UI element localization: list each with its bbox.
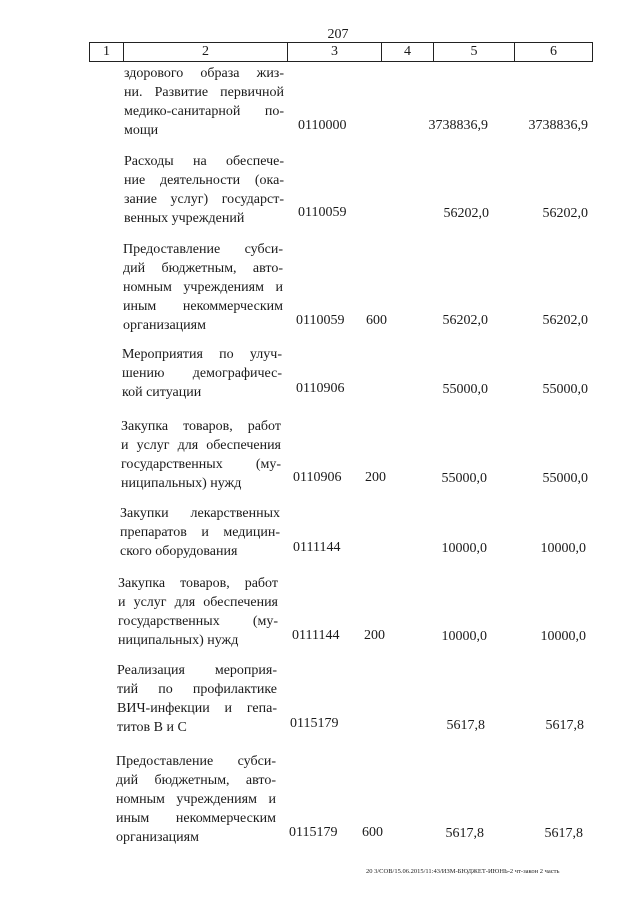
row-name-line: государственных (му- [121,457,281,472]
row-name-line: номным учреждениям и [116,792,276,807]
row-value-col6: 5617,8 [545,718,584,733]
row-name-line: ского оборудования [120,544,238,559]
page-number: 207 [327,27,349,42]
row-value-col6: 10000,0 [540,541,586,556]
row-name [124,152,284,228]
row-value-col5: 56202,0 [442,313,488,328]
row-name-line: организациям [123,318,206,333]
row-name-line: препаратов и медицин- [120,525,280,540]
row-name-line: иным некоммерческим [123,299,283,314]
row-name [116,752,276,847]
row-name-line: дий бюджетным, авто- [116,773,276,788]
row-name [120,504,280,561]
row-value-col6: 55000,0 [542,471,588,486]
row-name-line: и услуг для обеспечения [121,438,281,453]
row-value-col6: 56202,0 [542,313,588,328]
row-name-line: ниципальных) нужд [121,476,242,491]
footer-note: 20 3/СОВ/15.06.2015/11:43/ИЗМ-БЮДЖЕТ-ИЮНЬ-2 чт-закон 2 часть [366,868,560,875]
row-name-line: государственных (му- [118,614,278,629]
row-name-line: и услуг для обеспечения [118,595,278,610]
row-expense-type: 200 [365,470,386,485]
row-code: 0110906 [296,381,345,396]
header-col-5: 5 [434,43,515,61]
row-name-line: Закупка товаров, работ [121,419,281,434]
row-name-line: кой ситуации [122,385,202,400]
row-value-col5: 5617,8 [445,826,484,841]
header-col-2: 2 [124,43,288,61]
header-col-3: 3 [288,43,382,61]
row-value-col5: 3738836,9 [428,118,488,133]
row-value-col5: 56202,0 [443,206,489,221]
header-col-4: 4 [382,43,434,61]
row-name-line: ни. Развитие первичной [124,85,284,100]
row-name-line: медико-санитарной по- [124,104,284,119]
row-expense-type: 200 [364,628,385,643]
row-name [124,64,284,140]
row-name-line: Закупки лекарственных [120,506,280,521]
row-code: 0110000 [298,118,347,133]
row-name-line: шению демографичес- [122,366,282,381]
row-code: 0115179 [289,825,338,840]
row-value-col6: 3738836,9 [528,118,588,133]
row-name-line: ВИЧ-инфекции и гепа- [117,701,277,716]
row-name [122,345,282,402]
row-name-line: мощи [124,123,159,138]
row-value-col6: 55000,0 [542,382,588,397]
row-name-line: Предоставление субси- [123,242,283,257]
row-expense-type: 600 [362,825,383,840]
row-value-col5: 5617,8 [446,718,485,733]
row-name-line: иным некоммерческим [116,811,276,826]
row-name-line: титов В и С [117,720,187,735]
row-name-line: Реализация мероприя- [117,663,277,678]
row-name [117,661,277,737]
row-expense-type: 600 [366,313,387,328]
row-code: 0110059 [298,205,347,220]
row-value-col6: 56202,0 [542,206,588,221]
row-name-line: Предоставление субси- [116,754,276,769]
row-name-line: ниципальных) нужд [118,633,239,648]
row-name-line: зание услуг) государст- [124,192,284,207]
row-code: 0111144 [293,540,341,555]
row-name [123,240,283,335]
row-name-line: тий по профилактике [117,682,277,697]
row-value-col6: 10000,0 [540,629,586,644]
row-code: 0110059 [296,313,345,328]
row-name-line: ние деятельности (ока- [124,173,284,188]
row-name-line: венных учреждений [124,211,245,226]
header-col-6: 6 [550,44,557,59]
row-code: 0110906 [293,470,342,485]
row-name-line: организациям [116,830,199,845]
row-name-line: Расходы на обеспече- [124,154,284,169]
header-col-1: 1 [90,43,124,61]
row-value-col5: 55000,0 [442,382,488,397]
row-value-col5: 10000,0 [441,629,487,644]
row-name [118,574,278,650]
row-name [121,417,281,493]
row-name-line: Мероприятия по улуч- [122,347,282,362]
row-name-line: номным учреждениям и [123,280,283,295]
row-value-col5: 10000,0 [441,541,487,556]
row-name-line: Закупка товаров, работ [118,576,278,591]
table-header-row [89,42,593,62]
row-name-line: дий бюджетным, авто- [123,261,283,276]
row-value-col6: 5617,8 [544,826,583,841]
row-code: 0115179 [290,716,339,731]
row-name-line: здорового образа жиз- [124,66,284,81]
row-value-col5: 55000,0 [441,471,487,486]
row-code: 0111144 [292,628,340,643]
